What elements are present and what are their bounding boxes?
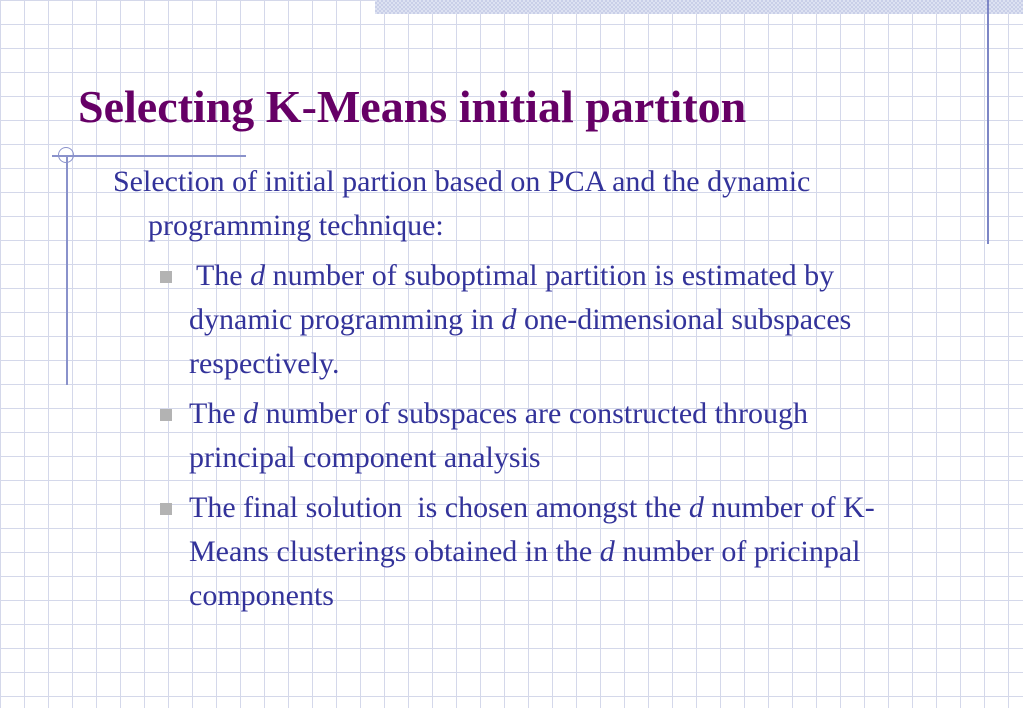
bullet-3-text-start: The final solution is chosen amongst the [189,491,689,524]
bullet-2-variable-d: d [243,397,259,430]
bullet-1-text-start: The [189,259,251,292]
square-bullet-icon [160,271,172,283]
bullet-3-text-middle: number of K-Means clusterings obtained in the [189,491,875,568]
bullet-item-2 [160,392,900,480]
bullet-3-text-end: number of pricinpal components [189,535,861,612]
square-bullet-icon [160,409,172,421]
bullet-1-text-middle: number of suboptimal partition is estimated by dynamic programming in [189,259,835,336]
lead-paragraph: Selection of initial partion based on PCA and the dynamic programming technique: [113,165,811,242]
bullet-item-1 [160,254,900,386]
bullet-item-3 [160,486,900,618]
bullet-2-text-start: The [189,397,244,430]
square-bullet-icon [160,503,172,515]
bullet-3-variable-d: d [688,491,704,524]
bullet-3-variable-d-2: d [599,535,615,568]
bullet-1-variable-d-2: d [501,303,517,336]
bullet-1-variable-d: d [250,259,266,292]
slide-title: Selecting K-Means initial partiton [78,81,747,132]
bullet-2-text-end: number of subspaces are constructed through principal component analysis [189,397,808,474]
bullet-list [160,254,900,624]
bullet-1-text-end: one-dimensional subspaces respectively. [189,303,852,380]
